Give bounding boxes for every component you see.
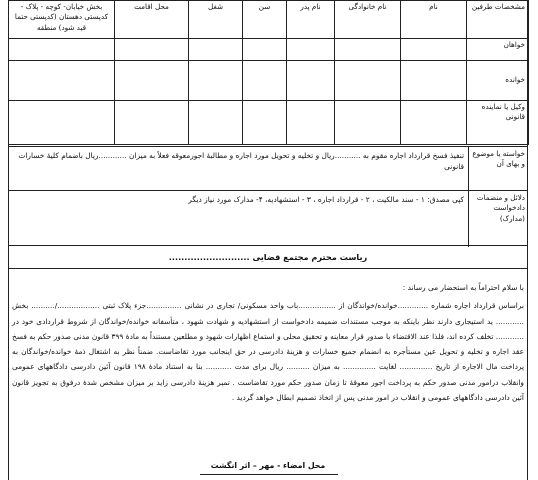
cell[interactable] — [401, 39, 467, 61]
header-family: نام خانوادگی — [335, 1, 401, 39]
claim-section — [8, 146, 528, 190]
header-name: نام — [401, 1, 467, 39]
claim-text: تنفیذ فسخ قرارداد اجاره مقوم به ...........ریال و تخلیه و تحویل مورد اجاره و مطالبهٔ اجورمعوقه فعلاً به میزان ............ریال باضمام کلیهٔ خسارات قانونی — [18, 151, 464, 172]
cell[interactable] — [335, 101, 401, 145]
cell[interactable] — [287, 61, 335, 101]
cell[interactable] — [243, 39, 287, 61]
evidence-text: کپی مصدق: ۱ - سند مالکیت ، ۲ - قرارداد اجاره ، ۳ - استشهادیه، ۴- مدارک مورد نیاز دیگر — [188, 195, 464, 204]
signature-label: محل امضاء - مهر – اثر انگشت — [210, 461, 326, 470]
cell[interactable] — [189, 39, 243, 61]
cell[interactable] — [189, 61, 243, 101]
row-label-plaintiff: خواهان — [467, 39, 529, 61]
parties-table — [8, 0, 529, 145]
header-residence: محل اقامت — [115, 1, 189, 39]
divider — [8, 268, 528, 269]
addressee-title: ریاست محترم مجتمع قضایی .......................... — [168, 252, 368, 262]
cell[interactable] — [287, 39, 335, 61]
petition-text: براساس قرارداد اجاره شماره .............خوانده/خواندگان از ................باب واحد مسکونی/ تجاری در نشانی ...............جزء پلاک ثبتی ................../.......... بخش ............ ید استیجاری دارند نظر باینکه به موجب مستندات ضمیمه دادخواست از استشهادیه و شهادت شهود ، متأسفانه خوانده/خواندگان از شروط قراردادی خود در ............ تخلف کرده اند، فلذا عند الاقتضاء با صدور قرار معاینه و تحقیق محلی و استماع اظهارات شهود و مطلعین مستنداً به مادهٔ ۳۹۹ قانون مدنی صدور حکم به فسخ عقد اجاره و تخلیه و تحویل عین مستأجره به انضمام جمیع خسارات و هزینهٔ دادرسی در حق اینجانب مورد تقاضاست. ضمناً نظر به اشتغال ذمهٔ خوانده/خواندگان به پرداخت مال الاجاره از تاریخ .............. لغایت .............. به میزان .......... ریال برای مدت ........... بنا به استناد مادهٔ ۱۹۸ قانون آئین دادرسی دادگاههای عمومی وانقلاب درامور مدنی صدور حکم به پرداخت اجور معوقهٔ تا زمان صدور حکم مورد تقاضاست . تمبر هزینهٔ دادرسی زاید بر میزان مشخص شدهٔ درفوق به تجویز قانون آئین دادرسی دادگاههای عمومی و انقلاب در امور مدنی پس از اتخاذ تصمیم ابطال خواهد گردید . — [12, 301, 524, 403]
cell[interactable] — [9, 61, 115, 101]
cell[interactable] — [243, 61, 287, 101]
cell[interactable] — [335, 39, 401, 61]
signature-line — [200, 474, 338, 475]
row-label-agent: وکیل یا نماینده قانونی — [467, 101, 529, 145]
cell[interactable] — [243, 101, 287, 145]
header-job: شغل — [189, 1, 243, 39]
cell[interactable] — [115, 39, 189, 61]
evidence-label: دلائل و منضمات دادخواست (مدارک) — [468, 191, 528, 247]
cell[interactable] — [287, 101, 335, 145]
cell[interactable] — [115, 61, 189, 101]
header-specs: مشخصات طرفین — [467, 1, 529, 39]
cell[interactable] — [9, 101, 115, 145]
cell[interactable] — [401, 101, 467, 145]
header-address: بخش خیابان- کوچه - پلاک - کدپستی دهستان (کدپستی حتما قید شود) منطقه — [9, 1, 115, 39]
row-label-defendant: خوانده — [467, 61, 529, 101]
cell[interactable] — [335, 61, 401, 101]
claim-label: خواسته یا موضوع و بهای آن — [468, 147, 528, 191]
cell[interactable] — [9, 39, 115, 61]
header-age: سن — [243, 1, 287, 39]
cell[interactable] — [189, 101, 243, 145]
greeting: با سلام احتراماً به استحضار می رساند : — [402, 283, 524, 292]
evidence-section — [8, 190, 528, 246]
petition-body — [12, 280, 524, 405]
cell[interactable] — [401, 61, 467, 101]
header-father: نام پدر — [287, 1, 335, 39]
cell[interactable] — [115, 101, 189, 145]
